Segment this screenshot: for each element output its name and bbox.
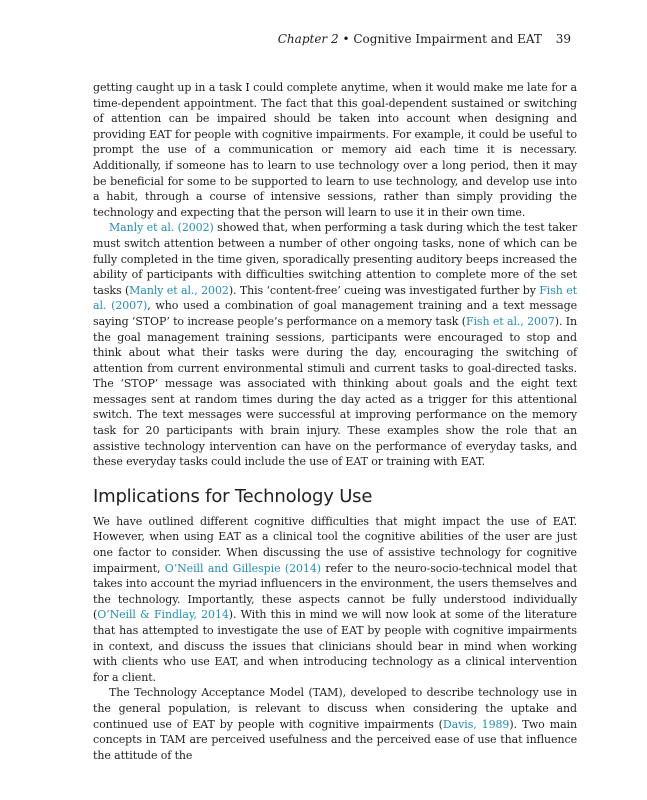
header-bullet: • (342, 32, 350, 46)
paragraph-3-text-3: ). With this in mind we will now look at some of the literature that has attempted to investigate the use of EAT by people with cognitive impairments in context, and discuss the issues that clinicians should bear in mind when working with clients who use EAT, and when introducing technology as a clinical intervention for a client. (93, 608, 577, 684)
paragraph-2-text-1: showed that, when performing a task during which the test taker must switch attention between a number of other ongoing tasks, none of which can be fully completed in the time given, sporadically presenting auditory beeps increased the ability of participants with difficulties switching attention to complete more of the set tasks ( (93, 221, 577, 297)
page-number: 39 (555, 32, 571, 46)
running-header (278, 31, 571, 47)
paragraph-1: getting caught up in a task I could complete anytime, when it would make me late for a time-dependent appointment. The fact that this goal-dependent sustained or switching of attention can be impaired should be taken into account when designing and providing EAT for people with cognitive impairments. For example, it could be useful to prompt the use of a communication or memory aid each time it is necessary. Additionally, if someone has to learn to use technology over a long period, then it may be beneficial for some to be supported to learn to use technology, and develop use into a habit, through a course of intensive sessions, rather than simply providing the technology and expecting that the person will learn to use it in their own time. (93, 81, 577, 219)
section-heading: Implications for Technology Use (93, 485, 373, 507)
paragraph-4 (93, 685, 577, 763)
chapter-label: Chapter 2 (277, 32, 339, 46)
citation-oneill-gillespie-2014[interactable]: O’Neill and Gillespie (2014) (164, 561, 321, 575)
paragraph-4-text-2: ). Two main concepts in TAM are perceived usefulness and the perceived ease of use that influence the attitude of the (93, 717, 577, 762)
paragraph-2-text-2: ). This ‘content-free’ cueing was investigated further by (228, 283, 540, 297)
page-body (93, 80, 577, 763)
paragraph-3-text-1: We have outlined different cognitive difficulties that might impact the use of EAT. However, when using EAT as a clinical tool the cognitive abilities of the user are just one factor to consider. When discussing the use of assistive technology for cognitive impairment, (93, 514, 577, 575)
citation-manly-2002[interactable]: Manly et al. (2002) (109, 221, 214, 235)
citation-manly-2002-parenthetical[interactable]: Manly et al., 2002 (129, 283, 229, 297)
paragraph-2-text-4: ). In the goal management training sessions, participants were encouraged to stop and think about what their tasks were during the day, encouraging the switching of attention from current environmental stimuli and current tasks to goal-directed tasks. The ‘STOP’ message was associated with thinking about goals and the eight text messages sent at random times during the day acted as a trigger for this attentional switch. The text messages were successful at improving performance on the memory task for 20 participants with brain injury. These examples show the role that an assistive technology intervention can have on the performance of everyday tasks, and these everyday tasks could include the use of EAT or training with EAT. (93, 314, 577, 469)
paragraph-3-text-2: refer to the neuro-socio-technical model that takes into account the myriad influencers in the environment, the users themselves and the technology. Importantly, these aspects cannot be fully understood individually ( (93, 561, 577, 622)
paragraph-4-text-1: The Technology Acceptance Model (TAM), developed to describe technology use in the general population, is relevant to discuss when considering the uptake and continued use of EAT by people with cognitive impairments ( (93, 686, 577, 731)
citation-davis-1989[interactable]: Davis, 1989 (442, 717, 510, 731)
paragraph-3 (93, 514, 577, 686)
citation-fish-2007-parenthetical[interactable]: Fish et al., 2007 (465, 314, 555, 328)
citation-fish-2007[interactable]: Fish et al. (2007) (93, 283, 577, 313)
paragraph-2 (93, 220, 577, 470)
citation-oneill-findlay-2014[interactable]: O’Neill & Findlay, 2014 (97, 608, 229, 622)
chapter-title: Cognitive Impairment and EAT (353, 32, 542, 46)
paragraph-2-text-3: , who used a combination of goal management training and a text message saying ‘STOP’ to increase people’s performance on a memory task ( (93, 299, 578, 328)
